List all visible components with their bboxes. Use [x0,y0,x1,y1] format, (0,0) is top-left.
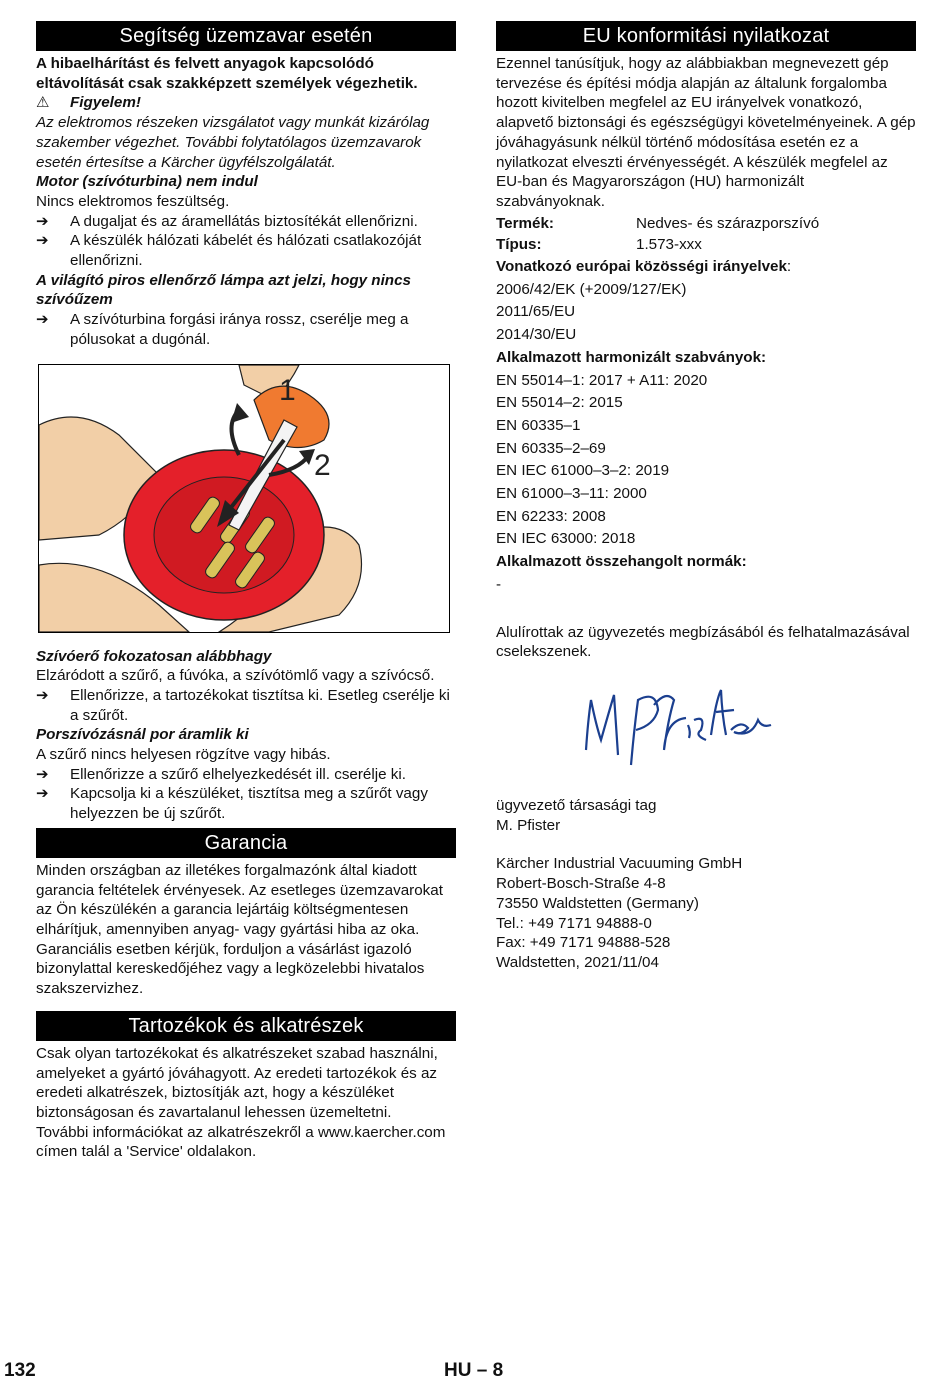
language-page: HU – 8 [444,1360,504,1381]
step-text: A szívóturbina forgási iránya rossz, cserélje meg a pólusokat a dugónál. [70,311,409,348]
fault3-step-1 [36,686,456,725]
product-value: Nedves- és szárazporszívó [636,214,820,232]
standard-item: EN 60335–1 [496,416,581,434]
arrow-icon: ➔ [36,232,49,250]
standard-item: EN IEC 61000–3–2: 2019 [496,462,670,480]
step-text: Ellenőrizze, a tartozékokat tisztítsa ki. Esetleg cserélje ki a szűrőt. [70,686,450,724]
fault2-title: A világító piros ellenőrző lámpa azt jelzi, hogy nincs szívóűzem [36,271,411,309]
fault2-step-1 [36,310,456,349]
intro-text: A hibaelhárítást és felvett anyagok kapcsolódó eltávolítását csak szakképzett személyek végezhetik. [36,55,418,92]
product-row [496,214,916,234]
signer-role: ügyvezető társasági tag [496,796,657,814]
directives-colon: : [786,258,792,276]
company-tel: Tel.: +49 7171 94888-0 [496,914,652,932]
directive-item: 2014/30/EU [496,326,577,344]
fault4-step-1 [36,765,456,785]
left-column [36,21,456,1162]
norms-value: - [496,575,502,593]
step-text: A készülék hálózati kábelét és hálózati csatlakozóját ellenőrizni. [70,232,422,270]
plug-drawing [39,365,449,632]
step-text: Ellenőrizze a szűrő elhelyezkedését ill. cserélje ki. [70,765,406,783]
arrow-icon: ➔ [36,212,49,230]
company-fax: Fax: +49 7171 94888-528 [496,934,671,952]
standard-item: EN 62233: 2008 [496,507,606,525]
warning-line [36,93,456,113]
fault1-cause: Nincs elektromos feszültség. [36,192,230,210]
directive-item: 2006/42/EK (+2009/127/EK) [496,280,687,298]
type-row [496,235,916,255]
arrow-icon: ➔ [36,765,49,783]
parts-info: További információkat az alkatrészekről a www.kaercher.com címen talál a 'Service' oldalakon. [36,1123,446,1161]
signature [496,670,916,790]
parts-title: Tartozékok és alkatrészek [36,1011,456,1041]
fault4-cause: A szűrő nincs helyesen rögzítve vagy hibás. [36,746,331,764]
fault1-step-1 [36,212,456,232]
type-label: Típus: [496,236,542,254]
page-number: 132 [4,1360,36,1381]
plug-illustration [38,364,450,633]
help-section-title: Segítség üzemzavar esetén [36,21,456,51]
standard-item: EN 55014–2: 2015 [496,394,623,412]
warranty-text: Minden országban az illetékes forgalmazónk által kiadott garancia feltételek érvényesek. Az esetleges üzemzavarokat az Ön készülékén a garancia lejártáig költségmentesen elhárítjuk, amennyiben anyag- vagy gyártási hiba az oka. Garanciális esetben kérjük, forduljon a vásárlást igazoló bizonylattal kereskedőjéhez vagy a legközelebbi hivatalos szakszervizhez. [36,861,443,998]
fault4-title: Porszívózásnál por áramlik ki [36,726,249,744]
standard-item: EN 60335–2–69 [496,439,606,457]
arrow-icon: ➔ [36,311,49,329]
warning-label: Figyelem! [70,94,141,112]
fault1-step-2 [36,231,456,270]
warranty-title: Garancia [36,828,456,858]
standards-heading: Alkalmazott harmonizált szabványok: [496,348,767,366]
directives-heading [496,257,916,277]
eu-declaration-text: Ezennel tanúsítjuk, hogy az alábbiakban megnevezett gép tervezése és építési módja alapján az általunk forgalomba hozott kivitelben megfelel az EU irányelvek vonatkozó, alapvető biztonsági és egészségügyi követelményeinek. A gép jóváhagyásunk nélkül történő módosítása esetén ez a nyilatkozat elveszti érvényességét. A készülék megfelel az EU-ban és Magyarországon (HU) harmonizált szabványoknak. [496,55,916,210]
warning-icon: ⚠ [36,94,50,112]
type-value: 1.573-xxx [636,236,702,254]
figure-label-2: 2 [314,448,331,482]
arrow-icon: ➔ [36,785,49,803]
standard-item: EN 55014–1: 2017 + A11: 2020 [496,371,708,389]
place-date: Waldstetten, 2021/11/04 [496,953,659,971]
right-column [496,21,916,973]
fault3-cause: Elzáródott a szűrő, a fúvóka, a szívótömlő vagy a szívócső. [36,667,435,685]
standard-item: EN IEC 63000: 2018 [496,530,636,548]
signed-text: Alulírottak az ügyvezetés megbízásából és felhatalmazásával cselekszenek. [496,623,910,661]
step-text: Kapcsolja ki a készüléket, tisztítsa meg a szűrőt vagy helyezzen be új szűrőt. [70,785,428,823]
warning-text: Az elektromos részeken vizsgálatot vagy munkát kizárólag szakember végezhet. További folytatólagos üzemzavarok esetén értesítse a Kärcher ügyfélszolgálatát. [36,114,430,171]
company-name: Kärcher Industrial Vacuuming GmbH [496,855,743,873]
norms-heading: Alkalmazott összehangolt normák: [496,553,747,571]
company-city: 73550 Waldstetten (Germany) [496,894,699,912]
signature-drawing [576,680,776,790]
directives-block [496,257,916,595]
fault4-step-2 [36,784,456,823]
directive-item: 2011/65/EU [496,303,576,321]
company-street: Robert-Bosch-Straße 4-8 [496,875,666,893]
step-text: A dugaljat és az áramellátás biztosítékát ellenőrizni. [70,212,418,230]
fault1-title: Motor (szívóturbina) nem indul [36,173,258,191]
eu-declaration-title: EU konformitási nyilatkozat [496,21,916,51]
signer-name: M. Pfister [496,816,561,834]
standard-item: EN 61000–3–11: 2000 [496,485,647,503]
directives-label: Vonatkozó európai közösségi irányelvek [496,258,787,276]
figure-label-1: 1 [279,373,296,407]
product-label: Termék: [496,214,554,232]
fault3-title: Szívóerő fokozatosan alábbhagy [36,647,272,665]
arrow-icon: ➔ [36,686,49,704]
parts-text: Csak olyan tartozékokat és alkatrészeket szabad használni, amelyeket a gyártó jóváhagyott. Az eredeti tartozékok és az eredeti alkatrészek, biztosítják azt, hogy a készüléket biztonságosan és zavartalanul lehessen üzemeltetni. [36,1044,438,1121]
